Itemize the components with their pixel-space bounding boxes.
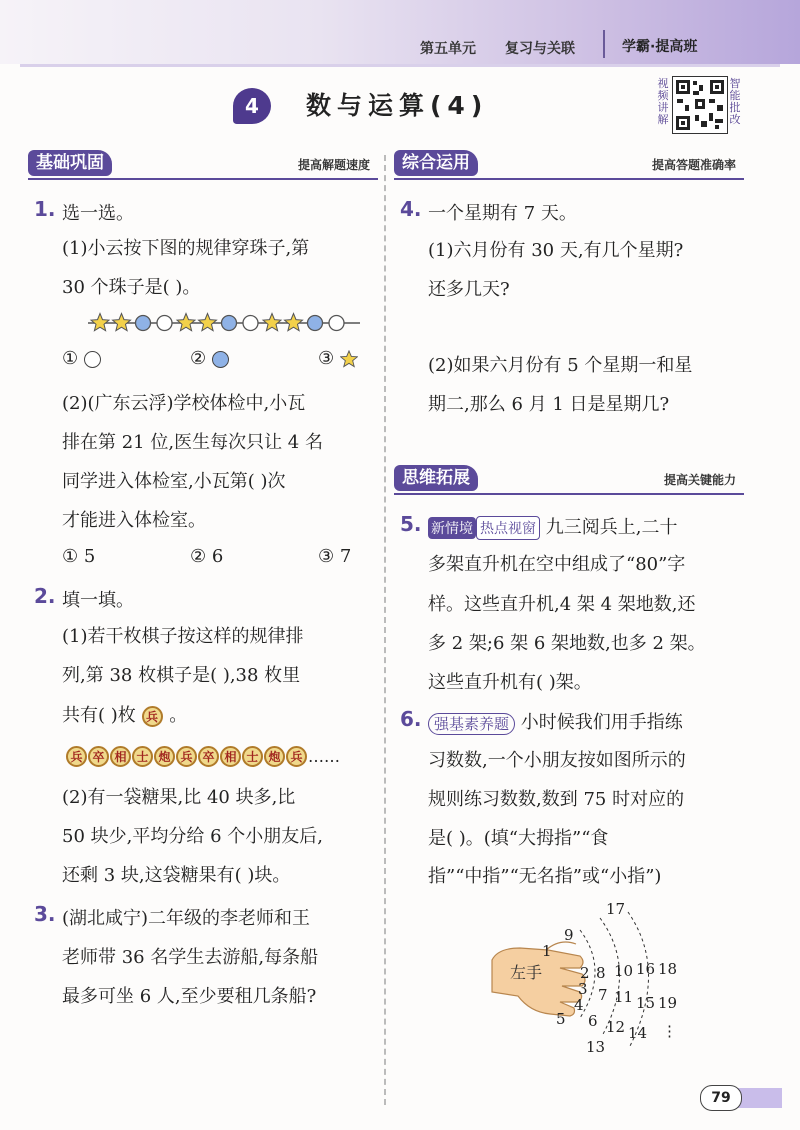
- finger-number: 17: [606, 900, 626, 918]
- q5-line5: 这些直升机有( )架。: [428, 672, 592, 693]
- bead-white: [329, 316, 344, 331]
- bead-white: [243, 316, 258, 331]
- section-basic-note: 提高解题速度: [297, 158, 370, 172]
- page-number: 79: [700, 1085, 742, 1111]
- chess-piece: 相: [220, 746, 241, 767]
- q2-p2-line1: (2)有一袋糖果,比 40 块多,比: [62, 787, 296, 808]
- chess-piece: 炮: [264, 746, 285, 767]
- q6-line2: 习数数,一个小朋友按如图所示的: [428, 750, 686, 771]
- finger-number: 12: [606, 1018, 626, 1036]
- q5-line1-text: 九三阅兵上,二十: [545, 517, 678, 538]
- finger-number: 13: [586, 1038, 606, 1056]
- chess-piece: 兵: [66, 746, 87, 767]
- q5-number: 5.: [400, 512, 422, 536]
- hand-counting-diagram: [490, 900, 690, 1060]
- finger-number: 2: [580, 964, 590, 982]
- chess-piece-row: [66, 743, 340, 769]
- bead-star: [199, 314, 217, 331]
- section-basic-rule: [28, 178, 378, 180]
- finger-number: 1: [542, 942, 552, 960]
- section-apply-note: 提高答题准确率: [651, 158, 736, 172]
- brand-divider: [603, 30, 605, 58]
- section-basic: [28, 150, 378, 180]
- chess-piece: 士: [242, 746, 263, 767]
- q2-p1-line3-end: 。: [169, 705, 188, 726]
- q2-title: 填一填。: [62, 590, 134, 611]
- finger-number: 14: [628, 1024, 648, 1042]
- column-divider: [384, 155, 386, 1105]
- q4-number: 4.: [400, 197, 422, 221]
- bead-star: [285, 314, 303, 331]
- bead-star: [113, 314, 131, 331]
- white-circle-icon: [84, 351, 101, 368]
- section-apply: [394, 150, 744, 180]
- star-icon: [340, 350, 358, 368]
- finger-number: 8: [596, 964, 606, 982]
- section-apply-rule: [394, 178, 744, 180]
- header-rule: [20, 64, 780, 67]
- option-c-marker: ③: [318, 348, 335, 369]
- qr-right-label: 智能批改: [729, 77, 741, 126]
- hot-topic-tag: 热点视窗: [476, 516, 540, 540]
- bead-blue: [308, 316, 323, 331]
- brand-label: 学霸·提高班: [622, 39, 698, 55]
- q4-p1-line2: 还多几天?: [428, 279, 510, 300]
- q5-line4: 多 2 架;6 架 6 架地数,也多 2 架。: [428, 633, 706, 654]
- bead-star: [263, 314, 281, 331]
- chess-piece: 士: [132, 746, 153, 767]
- q1-p2-line3: 同学进入体检室,小瓦第( )次: [62, 471, 286, 492]
- q1-p2-line2: 排在第 21 位,医生每次只让 4 名: [62, 432, 323, 453]
- option-b-marker: ②: [190, 348, 207, 369]
- chess-piece: 炮: [154, 746, 175, 767]
- section-extend: [394, 465, 744, 495]
- option-a-marker: ①: [62, 348, 79, 369]
- section-extend-rule: [394, 493, 744, 495]
- q4-p2-line2: 期二,那么 6 月 1 日是星期几?: [428, 394, 670, 415]
- q2-p1-line2: 列,第 38 枚棋子是( ),38 枚里: [62, 665, 301, 686]
- q1-p1-option-c[interactable]: [318, 348, 358, 369]
- qr-left-label: 视频讲解: [657, 77, 669, 126]
- q5-line2: 多架直升机在空中组成了“80”字: [428, 554, 686, 575]
- q3-line3: 最多可坐 6 人,至少要租几条船?: [62, 986, 317, 1007]
- finger-number: 4: [574, 996, 584, 1014]
- finger-number: 6: [588, 1012, 598, 1030]
- finger-number: 19: [658, 994, 678, 1012]
- unit-label: 第五单元: [420, 41, 476, 57]
- lesson-number-badge: 4: [233, 88, 271, 124]
- q1-p2-line1: (2)(广东云浮)学校体检中,小瓦: [62, 393, 306, 414]
- left-hand-icon: [492, 948, 585, 1016]
- finger-number: 5: [556, 1010, 566, 1028]
- chess-piece: 兵: [286, 746, 307, 767]
- q1-p2-line4: 才能进入体检室。: [62, 510, 206, 531]
- q6-line1: [428, 708, 683, 734]
- q6-number: 6.: [400, 707, 422, 731]
- finger-number: 7: [598, 986, 608, 1004]
- q1-p1-line2: 30 个珠子是( )。: [62, 277, 201, 298]
- q6-line5: 指”“中指”“无名指”或“小指”): [428, 866, 662, 887]
- q1-p2-option-c[interactable]: ③ 7: [318, 546, 352, 567]
- chess-piece: 卒: [88, 746, 109, 767]
- bead-blue: [136, 316, 151, 331]
- q4-p1-line1: (1)六月份有 30 天,有几个星期?: [428, 240, 684, 261]
- unit-title: 复习与关联: [505, 41, 575, 57]
- q1-title: 选一选。: [62, 203, 134, 224]
- finger-number: 10: [614, 962, 634, 980]
- section-extend-tag: 思维拓展: [394, 465, 478, 491]
- q3-line1: (湖北咸宁)二年级的李老师和王: [62, 908, 311, 929]
- q5-line1: [428, 513, 677, 540]
- section-basic-tag: 基础巩固: [28, 150, 112, 176]
- finger-number: ⋮: [662, 1022, 677, 1040]
- q2-p2-line3: 还剩 3 块,这袋糖果有( )块。: [62, 865, 291, 886]
- q6-line3: 规则练习数数,数到 75 时对应的: [428, 789, 685, 810]
- bead-white: [157, 316, 172, 331]
- blue-circle-icon: [212, 351, 229, 368]
- q4-p2-line1: (2)如果六月份有 5 个星期一和星: [428, 355, 693, 376]
- q1-number: 1.: [34, 197, 56, 221]
- hand-label: 左手: [510, 963, 543, 982]
- chess-piece: 兵: [176, 746, 197, 767]
- q1-p1-option-a[interactable]: [62, 348, 101, 369]
- q2-p1-line3: [62, 701, 187, 727]
- chess-piece-bing: 兵: [142, 706, 163, 727]
- q3-line2: 老师带 36 名学生去游船,每条船: [62, 947, 319, 968]
- q5-line3: 样。这些直升机,4 架 4 架地数,还: [428, 594, 696, 615]
- q2-number: 2.: [34, 584, 56, 608]
- bead-blue: [222, 316, 237, 331]
- finger-number: 9: [564, 926, 574, 944]
- qr-code-icon[interactable]: [672, 76, 728, 134]
- q1-p2-option-b[interactable]: ② 6: [190, 546, 224, 567]
- chess-piece: 相: [110, 746, 131, 767]
- q3-number: 3.: [34, 902, 56, 926]
- chess-piece: 卒: [198, 746, 219, 767]
- q2-p1-line3-text: 共有( )枚: [62, 705, 136, 726]
- q2-p2-line2: 50 块少,平均分给 6 个小朋友后,: [62, 826, 323, 847]
- finger-number: 15: [636, 994, 656, 1012]
- q6-line4: 是( )。(填“大拇指”“食: [428, 828, 609, 849]
- finger-number: 16: [636, 960, 656, 978]
- q1-p1-line1: (1)小云按下图的规律穿珠子,第: [62, 238, 310, 259]
- section-apply-tag: 综合运用: [394, 150, 478, 176]
- strong-foundation-tag: 强基素养题: [428, 713, 515, 735]
- finger-number: 11: [614, 988, 634, 1006]
- bead-star: [177, 314, 195, 331]
- section-extend-note: 提高关键能力: [663, 473, 736, 487]
- bead-star: [91, 314, 109, 331]
- chess-row-ellipsis: ……: [308, 746, 340, 766]
- lesson-title: 数与运算(4): [306, 91, 489, 120]
- q6-line1-text: 小时候我们用手指练: [520, 712, 683, 733]
- q1-p1-option-b[interactable]: [190, 348, 229, 369]
- q1-p2-option-a[interactable]: ① 5: [62, 546, 96, 567]
- finger-number: 3: [578, 980, 588, 998]
- new-context-tag: 新情境: [428, 517, 476, 539]
- q2-p1-line1: (1)若干枚棋子按这样的规律排: [62, 626, 304, 647]
- bead-string: [88, 312, 360, 334]
- q4-title: 一个星期有 7 天。: [428, 203, 577, 224]
- finger-number: 18: [658, 960, 678, 978]
